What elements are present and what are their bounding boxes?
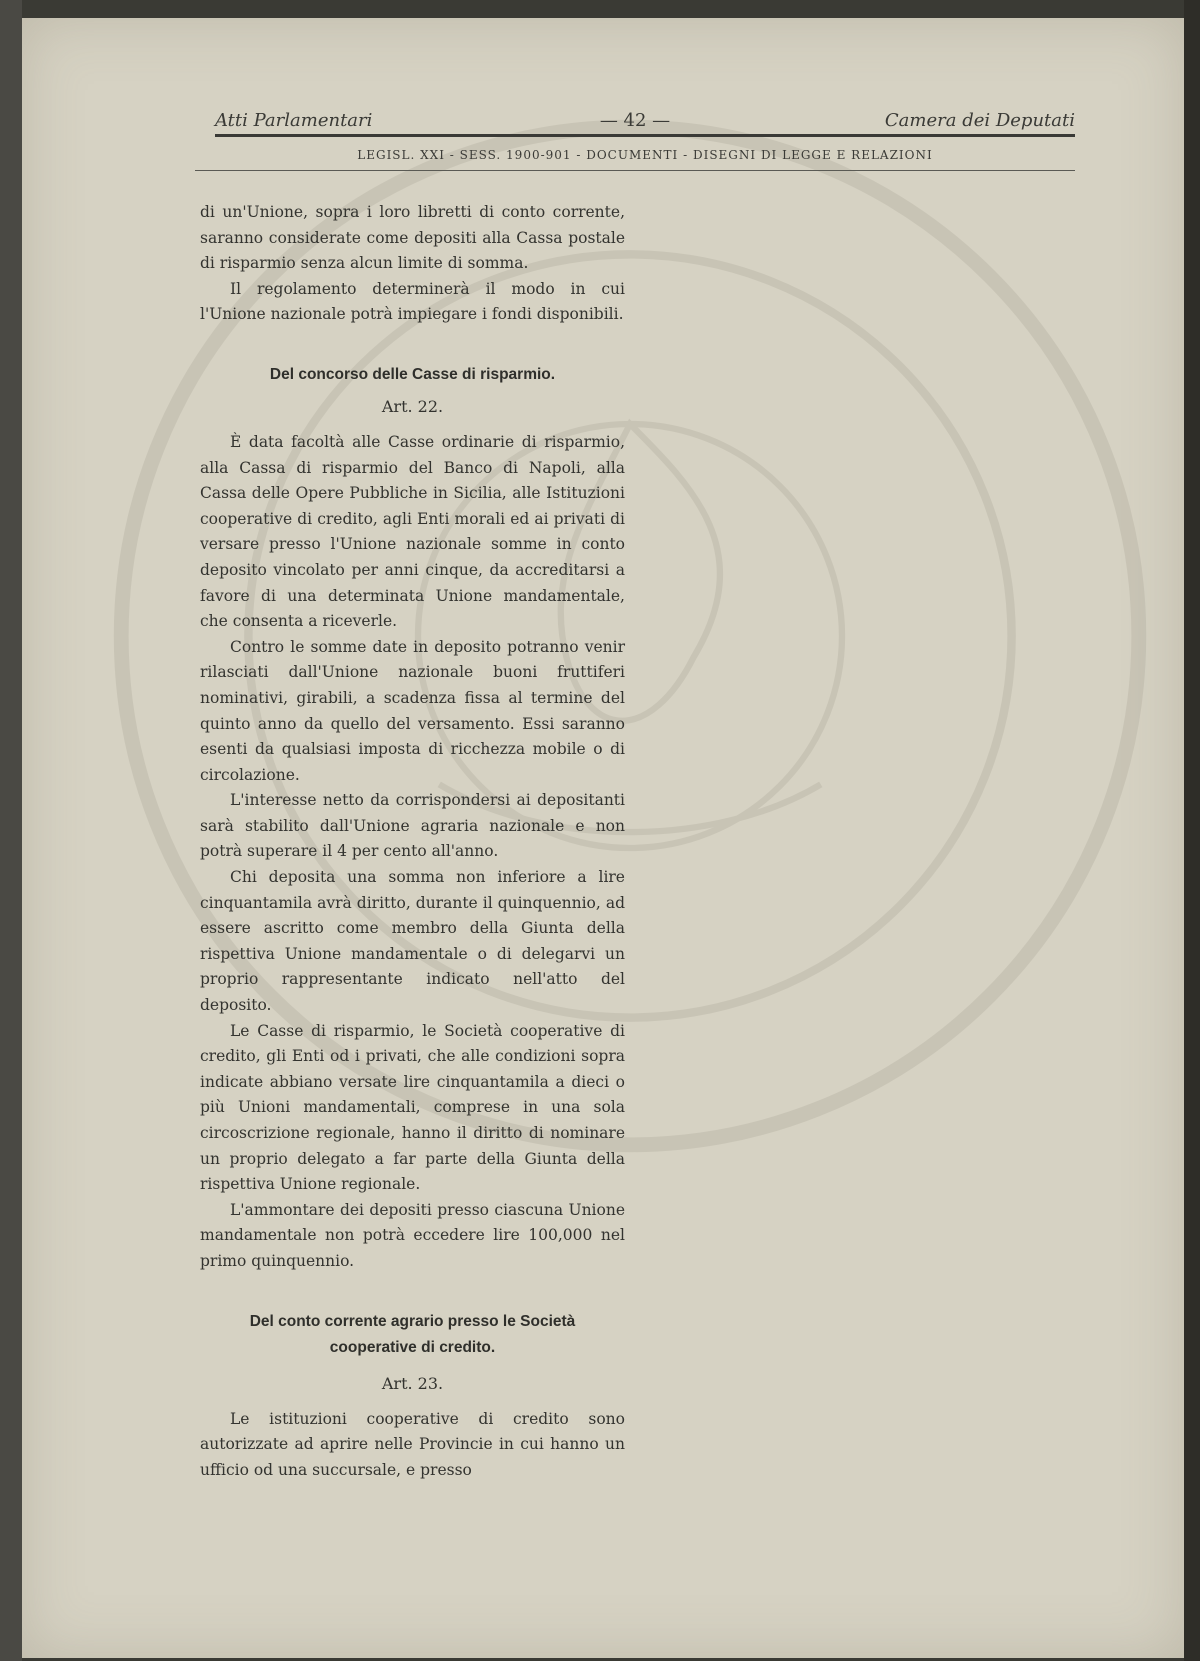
page-header [195,108,1075,162]
page-number: — 42 — [599,110,671,131]
article-22-paragraph-2: Contro le somme date in deposito potranno venir rilasciati dall'Unione nazionale buoni fruttiferi nominativi, girabili, a scadenza fissa al termine del quinto anno da quello del versamento. Essi saranno esenti da qualsiasi imposta di ricchezza mobile o di circolazione. [200,637,625,784]
section-title-23-line-1: Del conto corrente agrario presso le Società [249,1312,576,1330]
section-title-22: Del concorso delle Casse di risparmio. [269,365,556,383]
article-23-paragraph-1: Le istituzioni cooperative di credito sono autorizzate ad aprire nelle Provincie in cui hanno un ufficio od una succursale, e presso [200,1409,625,1479]
intro-paragraph-1: di un'Unione, sopra i loro libretti di conto corrente, saranno considerate come depositi alla Cassa postale di risparmio senza alcun limite di somma. [200,203,625,273]
text-column [200,200,625,1483]
section-title-23-line-2: cooperative di credito. [329,1338,496,1356]
article-22-paragraph-3: L'interesse netto da corrispondersi ai depositanti sarà stabilito dall'Unione agraria nazionale e non potrà superare il 4 per cento all'anno. [200,791,625,861]
scan-right-edge [1184,0,1200,1661]
header-row [195,108,1075,136]
article-22-paragraph-5: Le Casse di risparmio, le Società cooperative di credito, gli Enti od i privati, che alle condizioni sopra indicate abbiano versate lire cinquantamila a dieci o più Unioni mandamentali, comprese in una sola circoscrizione regionale, hanno il diritto di nominare un proprio delegato a far parte della Giunta della rispettiva Unione regionale. [200,1021,625,1194]
article-22-paragraph-1: È data facoltà alle Casse ordinarie di risparmio, alla Cassa di risparmio del Banco di Napoli, alla Cassa delle Opere Pubbliche in Sicilia, alle Istituzioni cooperative di credito, agli Enti morali ed ai privati di versare presso l'Unione nazionale somme in conto deposito vincolato per anni cinque, da accreditarsi a favore di una determinata Unione mandamentale, che consenta a riceverle. [200,432,625,631]
scan-left-edge [0,0,22,1661]
article-22-paragraph-4: Chi deposita una somma non inferiore a lire cinquantamila avrà diritto, durante il quinquennio, ad essere ascritto come membro della Giunta della rispettiva Unione mandamentale o di delegarvi un proprio rappresentante indicato nell'atto del deposito. [200,868,625,1015]
article-22-paragraph-6: L'ammontare dei depositi presso ciascuna Unione mandamentale non potrà eccedere lire 100,000 nel primo quinquennio. [200,1200,625,1270]
intro-paragraph-2: Il regolamento determinerà il modo in cui l'Unione nazionale potrà impiegare i fondi disponibili. [200,279,625,324]
header-right-title: Camera dei Deputati [884,110,1075,131]
header-rule [215,134,1075,137]
header-left-title: Atti Parlamentari [215,110,373,131]
article-heading-22: Art. 22. [381,396,444,416]
header-subtitle: LEGISL. XXI - SESS. 1900-901 - DOCUMENTI - DISEGNI DI LEGGE E RELAZIONI [357,148,933,162]
article-heading-23: Art. 23. [381,1373,444,1393]
header-subrule [195,170,1075,171]
